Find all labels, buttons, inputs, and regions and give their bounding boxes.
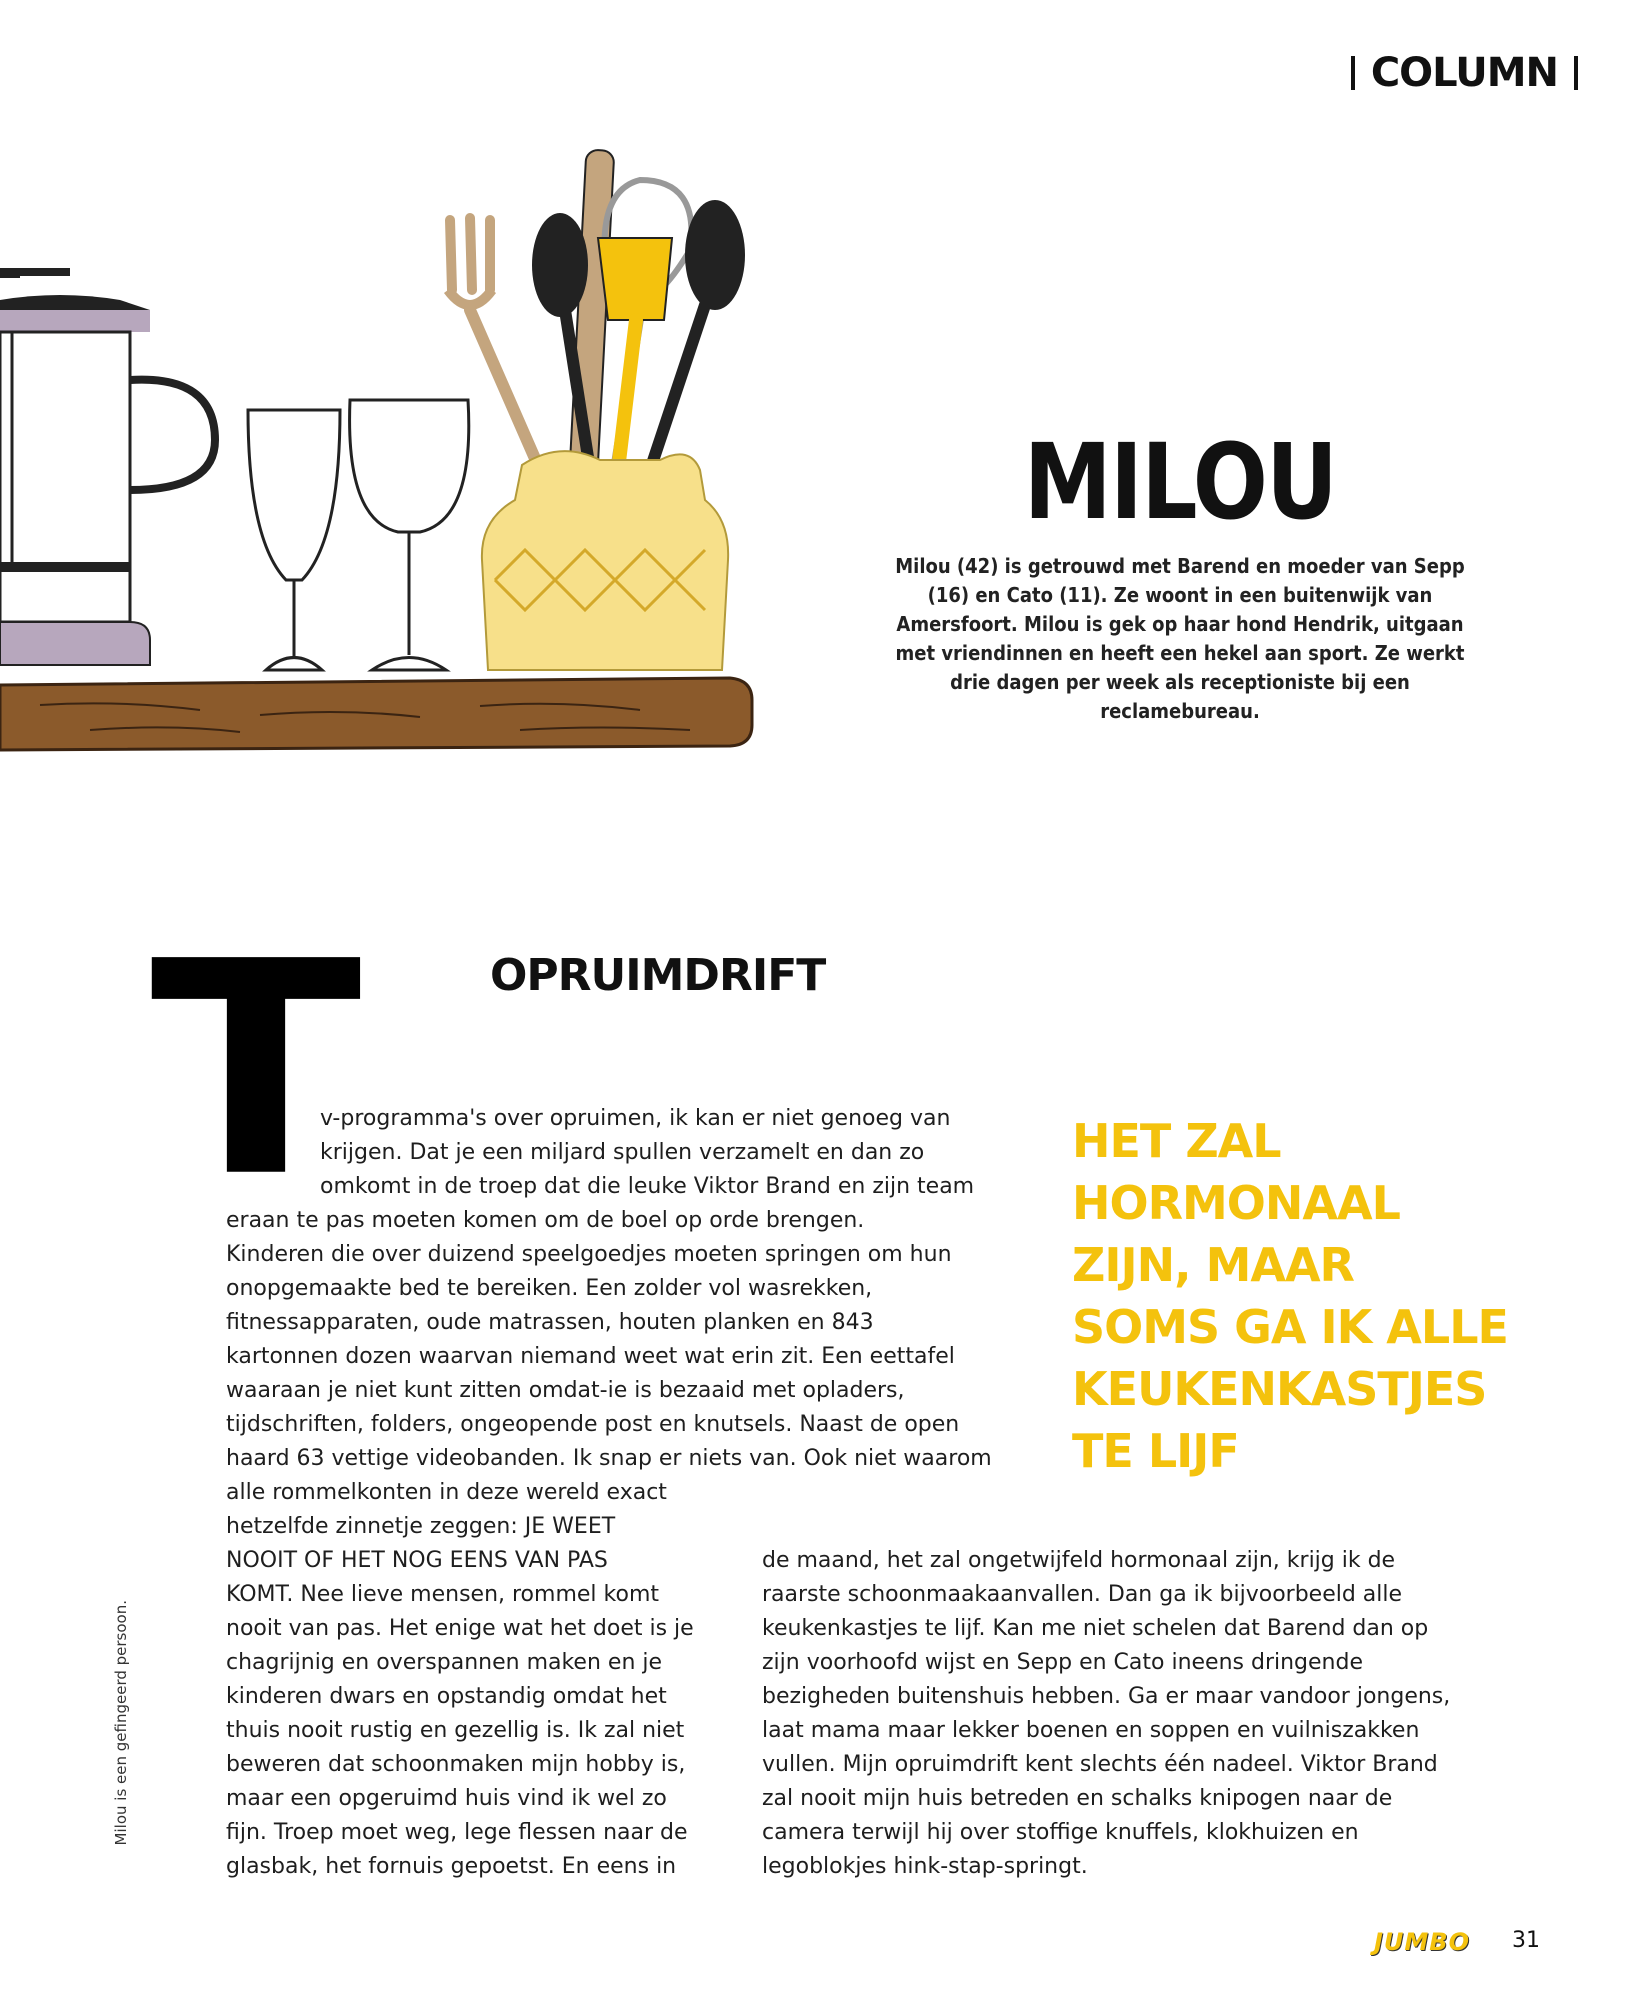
text-line: camera terwijl hij over stoffige knuffels, klokhuizen en (762, 1820, 1359, 1845)
text-line: kinderen dwars en opstandig omdat het (226, 1684, 667, 1709)
text-line: KOMT. Nee lieve mensen, rommel komt (226, 1582, 659, 1607)
section-label: COLUMN (1370, 50, 1558, 96)
text-line: v-programma's over opruimen, ik kan er niet genoeg van (320, 1106, 951, 1131)
text-line: zal nooit mijn huis betreden en schalks knipogen naar de (762, 1786, 1393, 1811)
text-line: eraan te pas moeten komen om de boel op orde brengen. (226, 1208, 865, 1233)
pull-quote-line: HORMONAAL (1072, 1176, 1400, 1230)
french-press-icon (0, 268, 215, 665)
text-line: hetzelfde zinnetje zeggen: JE WEET (226, 1514, 616, 1539)
text-line: vullen. Mijn opruimdrift kent slechts één nadeel. Viktor Brand (762, 1752, 1438, 1777)
pull-quote-line: HET ZAL (1072, 1114, 1281, 1168)
pull-quote-line: KEUKENKASTJES (1072, 1362, 1487, 1416)
article-headline: OPRUIMDRIFT (490, 950, 826, 1001)
article-paragraph-3 (762, 1544, 1462, 1884)
champagne-flute-icon (248, 410, 340, 670)
wooden-shelf-icon (0, 678, 752, 750)
text-line: fijn. Troep moet weg, lege flessen naar de (226, 1820, 688, 1845)
text-line: glasbak, het fornuis gepoetst. En eens in (226, 1854, 677, 1879)
text-line: de maand, het zal ongetwijfeld hormonaal zijn, krijg ik de (762, 1548, 1396, 1573)
text-line: fitnessapparaten, oude matrassen, houten planken en 843 (226, 1310, 874, 1335)
text-line: zijn voorhoofd wijst en Sepp en Cato ineens dringende (762, 1650, 1363, 1675)
text-line: krijgen. Dat je een miljard spullen verzamelt en dan zo (320, 1140, 925, 1165)
text-line: raarste schoonmaakaanvallen. Dan ga ik bijvoorbeeld alle (762, 1582, 1403, 1607)
text-line: alle rommelkonten in deze wereld exact (226, 1480, 667, 1505)
article-paragraph-1 (226, 1102, 992, 1476)
text-line: Kinderen die over duizend speelgoedjes moeten springen om hun (226, 1242, 952, 1267)
profile-block (880, 421, 1480, 726)
text-line: onopgemaakte bed te bereiken. Een zolder vol wasrekken, (226, 1276, 873, 1301)
text-line: nooit van pas. Het enige wat het doet is je (226, 1616, 694, 1641)
section-divider-right (1574, 56, 1578, 90)
text-line: maar een opgeruimd huis vind ik wel zo (226, 1786, 667, 1811)
article-paragraph-2 (226, 1476, 706, 1884)
profile-name: MILOU (1023, 421, 1337, 543)
text-line: keukenkastjes te lijf. Kan me niet schelen dat Barend dan op (762, 1616, 1429, 1641)
profile-bio: Milou (42) is getrouwd met Barend en moeder van Sepp (16) en Cato (11). Ze woont in een buitenwijk van Amersfoort. Milou is gek op haar hond Hendrik, uitgaan met vriendinnen en heeft een hekel aan sport. Ze werkt drie dagen per week als receptioniste bij een reclamebureau. (895, 554, 1465, 723)
kitchen-shelf-illustration (0, 140, 760, 760)
pull-quote (1072, 1110, 1508, 1482)
text-line: bezigheden buitenshuis hebben. Ga er maar vandoor jongens, (762, 1684, 1451, 1709)
text-line: omkomt in de troep dat die leuke Viktor Brand en zijn team (320, 1174, 975, 1199)
utensil-jar-icon (448, 149, 745, 670)
wine-glass-icon (350, 400, 469, 670)
text-line: tijdschriften, folders, ongeopende post en knutsels. Naast de open (226, 1412, 960, 1437)
pull-quote-line: ZIJN, MAAR (1072, 1238, 1354, 1292)
text-line: kartonnen dozen waarvan niemand weet wat erin zit. Een eettafel (226, 1344, 955, 1369)
text-line: thuis nooit rustig en gezellig is. Ik zal niet (226, 1718, 685, 1743)
text-line: NOOIT OF HET NOG EENS VAN PAS (226, 1548, 608, 1573)
text-line: waaraan je niet kunt zitten omdat-ie is bezaaid met opladers, (226, 1378, 905, 1403)
section-tag (1335, 50, 1594, 96)
text-line: legoblokjes hink-stap-springt. (762, 1854, 1088, 1879)
section-divider-left (1351, 56, 1355, 90)
text-line: beweren dat schoonmaken mijn hobby is, (226, 1752, 686, 1777)
pull-quote-line: TE LIJF (1072, 1424, 1239, 1478)
drop-cap-letter: T (150, 899, 362, 1242)
text-line: laat mama maar lekker boenen en soppen en vuilniszakken (762, 1718, 1420, 1743)
jumbo-logo: JUMBO (1374, 1928, 1470, 1956)
pull-quote-line: SOMS GA IK ALLE (1072, 1300, 1508, 1354)
disclaimer: Milou is een gefingeerd persoon. (112, 1600, 130, 1846)
page-number: 31 (1512, 1928, 1540, 1953)
text-line: haard 63 vettige videobanden. Ik snap er niets van. Ook niet waarom (226, 1446, 992, 1471)
text-line: chagrijnig en overspannen maken en je (226, 1650, 663, 1675)
